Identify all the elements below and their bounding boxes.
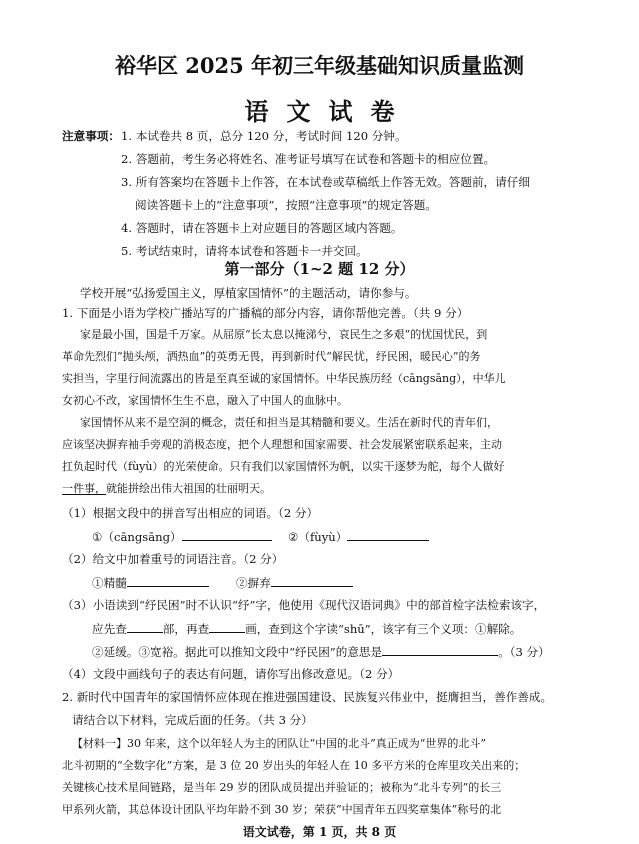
subquestion-3-line2 bbox=[92, 620, 521, 637]
passage-line: 家国情怀从来不是空洞的概念，责任和担当是其精髓和要义。生活在新时代的青年们， bbox=[80, 416, 498, 429]
answer-blank[interactable] bbox=[127, 620, 163, 633]
material-line: 关键核心技术星间链路，是当年 29 岁的团队成员提出并验证的；被称为“北斗专列”的长三 bbox=[62, 781, 502, 794]
notice-item: 4. 答题时，请在答题卡上对应题目的答题区域内答题。 bbox=[121, 221, 403, 235]
material-line: 【材料一】30 年来，这个以年轻人为主的团队让“中国的北斗”真正成为“世界的北斗” bbox=[72, 737, 486, 750]
subquestion-4: （4）文段中画线句子的表达有问题，请你写出修改意见。（2 分） bbox=[62, 667, 400, 681]
material-line: 北斗初期的“全数字化”方案，是 3 位 20 岁出头的年轻人在 10 多平方米的仓库里攻关出来的； bbox=[62, 759, 526, 772]
notice-item: 2. 答题前，考生务必将姓名、准考证号填写在试卷和答题卡的相应位置。 bbox=[121, 152, 496, 166]
answer-blank[interactable] bbox=[209, 620, 245, 633]
question-2: 2. 新时代中国青年的家国情怀应体现在推进强国建设、民族复兴伟业中，挺膺担当，善作善成。 bbox=[62, 690, 553, 704]
notice-item: 3. 所有答案均在答题卡上作答，在本试卷或草稿纸上作答无效。答题前，请仔细 bbox=[121, 175, 530, 189]
page-footer: 语文试卷，第 1 页，共 8 页 bbox=[242, 825, 397, 839]
word-jingsui: ①精髓 bbox=[92, 576, 127, 590]
exam-subtitle: 语文试卷 bbox=[244, 97, 413, 126]
underlined-sentence: 一件事， bbox=[62, 482, 106, 495]
passage-line: 扛负起时代（fùyù）的光荣使命。只有我们以家国情怀为帆，以实干逐梦为舵，每个人做好 bbox=[62, 460, 505, 473]
exam-title: 裕华区 2025 年初三年级基础知识质量监测 bbox=[114, 53, 525, 78]
notice-item: 阅读答题卡上的“注意事项”，按照“注意事项”的规定答题。 bbox=[135, 198, 437, 212]
answer-blank[interactable] bbox=[382, 643, 498, 656]
passage-line: 应该坚决摒弃袖手旁观的消极态度，把个人理想和国家需要、社会发展紧密联系起来，主动 bbox=[62, 438, 502, 451]
part-heading: 第一部分（1~2 题 12 分） bbox=[224, 260, 415, 278]
question-1: 1. 下面是小语为学校广播站写的广播稿的部分内容，请你帮他完善。（共 9 分） bbox=[62, 306, 469, 320]
passage-line: 实担当，字里行间流露出的皆是至真至诚的家国情怀。中华民族历经（cāngsāng），中华儿 bbox=[62, 372, 506, 385]
notice-label: 注意事项： bbox=[62, 129, 120, 143]
passage-tail: 就能拼绘出伟大祖国的壮丽明天。 bbox=[106, 482, 271, 495]
material-line: 甲系列火箭，其总体设计团队平均年龄不到 30 岁；荣获“中国青年五四奖章集体”称号的北 bbox=[62, 803, 502, 816]
notice-item: 1. 本试卷共 8 页，总分 120 分，考试时间 120 分钟。 bbox=[121, 129, 407, 143]
answer-blank[interactable] bbox=[271, 574, 353, 587]
text: 。（3 分） bbox=[498, 645, 550, 659]
subquestion-1: （1）根据文段中的拼音写出相应的词语。（2 分） bbox=[62, 506, 319, 520]
text: 画，查到这个字读“shū”，该字有三个义项：①解除。 bbox=[245, 622, 522, 636]
passage-line: 革命先烈们“抛头颅，洒热血”的英勇无畏，再到新时代“解民忧，纾民困，暖民心”的务 bbox=[62, 350, 481, 363]
answer-blank[interactable] bbox=[347, 528, 429, 541]
answer-blank[interactable] bbox=[182, 528, 272, 541]
passage-line: 女初心不改，家国情怀生生不息，融入了中国人的血脉中。 bbox=[62, 394, 348, 407]
pinyin-cangsang: ①（cāngsāng） bbox=[92, 530, 182, 544]
subquestion-1b bbox=[288, 528, 429, 545]
subquestion-2a bbox=[92, 574, 209, 591]
pinyin-fuyu: ②（fùyù） bbox=[288, 530, 348, 544]
subquestion-3-line3 bbox=[92, 643, 550, 660]
text: 应先查 bbox=[92, 622, 127, 636]
answer-blank[interactable] bbox=[127, 574, 209, 587]
question-2-line2: 请结合以下材料，完成后面的任务。（共 3 分） bbox=[72, 713, 313, 727]
subquestion-2b bbox=[236, 574, 353, 591]
passage-line bbox=[62, 480, 271, 496]
activity-intro: 学校开展“弘扬爱国主义，厚植家国情怀”的主题活动，请你参与。 bbox=[80, 286, 417, 300]
subquestion-2: （2）给文中加着重号的词语注音。（2 分） bbox=[62, 552, 284, 566]
word-bingqi: ②摒弃 bbox=[236, 576, 271, 590]
text: 部，再查 bbox=[162, 622, 210, 636]
notice-item: 5. 考试结束时，请将本试卷和答题卡一并交回。 bbox=[121, 244, 368, 258]
subquestion-1a bbox=[92, 528, 272, 545]
text: ②延缓。③宽裕。据此可以推知文段中“纾民困”的意思是 bbox=[92, 645, 383, 659]
passage-line: 家是最小国，国是千万家。从屈原“长太息以掩涕兮，哀民生之多艰”的忧国忧民，到 bbox=[80, 328, 488, 341]
subquestion-3: （3）小语读到“纾民困”时不认识“纾”字，他使用《现代汉语词典》中的部首检字法检索该字， bbox=[62, 598, 546, 612]
